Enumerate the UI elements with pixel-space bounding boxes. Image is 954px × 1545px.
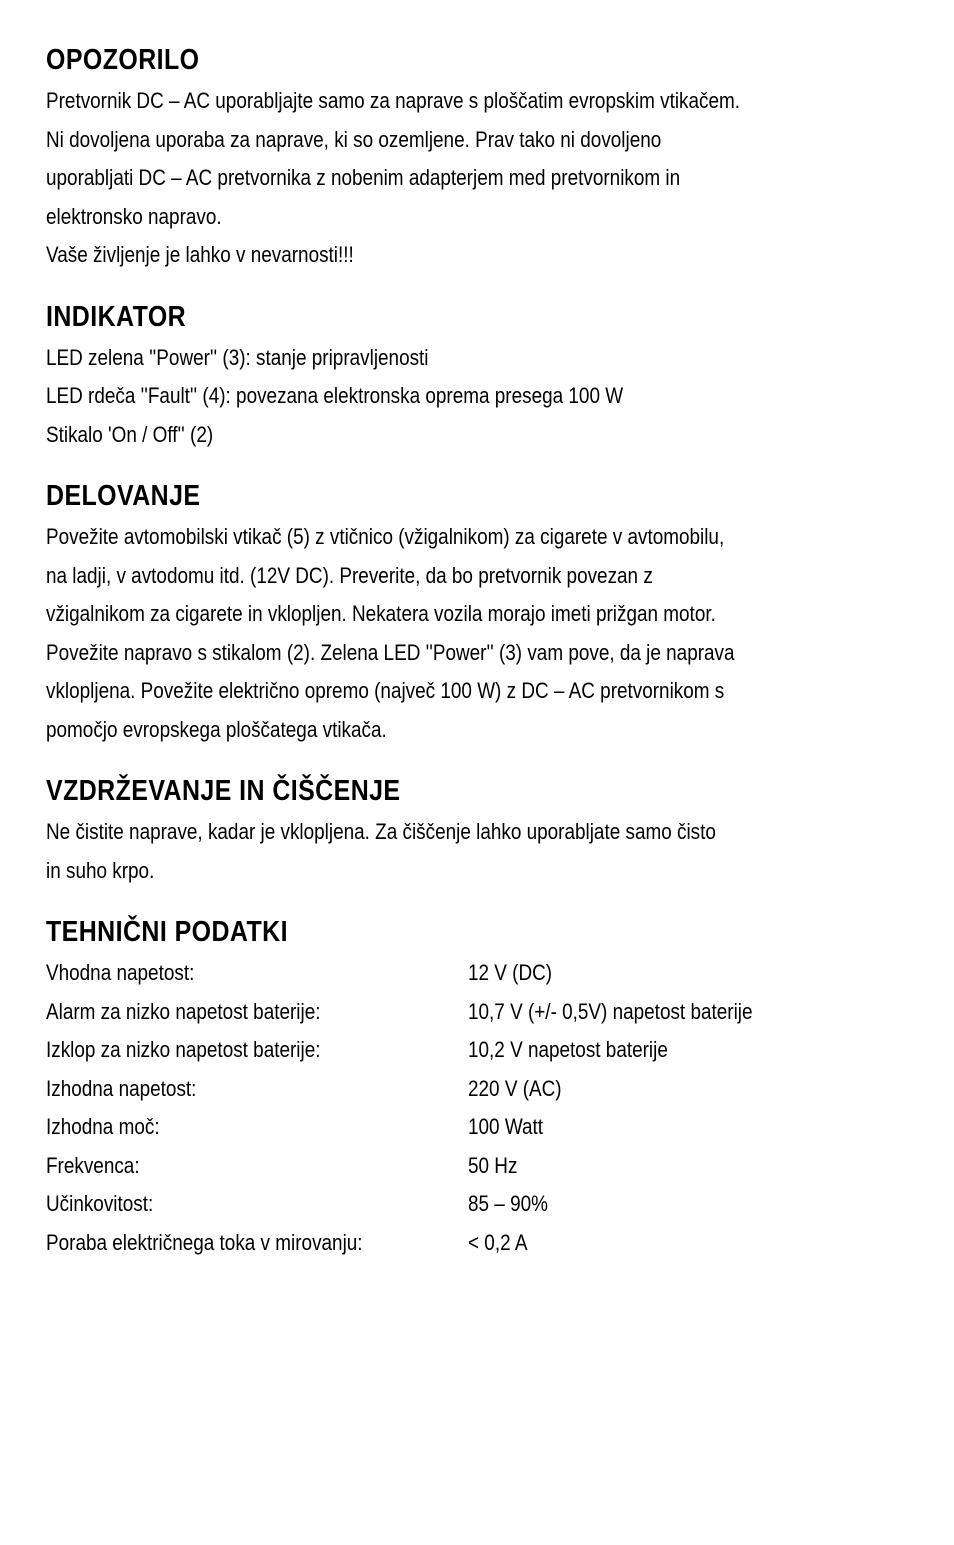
section-indikator bbox=[46, 297, 916, 455]
spec-value: 10,7 V (+/- 0,5V) napetost baterije bbox=[468, 998, 753, 1024]
body-line: LED rdeča ''Fault'' (4): povezana elektronska oprema presega 100 W bbox=[46, 383, 624, 408]
spec-label: Vhodna napetost: bbox=[46, 960, 195, 985]
body-line: Vaše življenje je lahko v nevarnosti!!! bbox=[46, 242, 354, 267]
spec-value: 220 V (AC) bbox=[468, 1075, 562, 1101]
body-line: vžigalnikom za cigarete in vklopljen. Nekatera vozila morajo imeti prižgan motor. bbox=[46, 601, 716, 626]
body-line: Ni dovoljena uporaba za naprave, ki so ozemljene. Prav tako ni dovoljeno bbox=[46, 126, 662, 152]
section-vzdrzevanje bbox=[46, 771, 916, 890]
section-delovanje bbox=[46, 476, 916, 749]
section-heading-vzdrzevanje: VZDRŽEVANJE IN ČIŠČENJE bbox=[46, 775, 401, 807]
body-line: Stikalo 'On / Off'' (2) bbox=[46, 421, 214, 447]
spec-label: Izhodna napetost: bbox=[46, 1075, 197, 1101]
body-line: na ladji, v avtodomu itd. (12V DC). Preverite, da bo pretvornik povezan z bbox=[46, 562, 653, 588]
body-line: Ne čistite naprave, kadar je vklopljena. Za čiščenje lahko uporabljate samo čisto bbox=[46, 819, 716, 844]
spec-label: Poraba električnega toka v mirovanju: bbox=[46, 1229, 363, 1255]
spec-label: Izklop za nizko napetost baterije: bbox=[46, 1037, 321, 1062]
section-heading-tehnicni-podatki: TEHNIČNI PODATKI bbox=[46, 916, 288, 948]
spec-label: Izhodna moč: bbox=[46, 1114, 160, 1139]
body-line: Pretvornik DC – AC uporabljajte samo za naprave s ploščatim evropskim vtikačem. bbox=[46, 88, 741, 113]
section-heading-opozorilo: OPOZORILO bbox=[46, 44, 200, 76]
body-line: elektronsko napravo. bbox=[46, 203, 222, 229]
spec-value: 12 V (DC) bbox=[468, 960, 553, 985]
body-line: vklopljena. Povežite električno opremo (največ 100 W) z DC – AC pretvornikom s bbox=[46, 678, 725, 703]
body-line: LED zelena ''Power'' (3): stanje pripravljenosti bbox=[46, 344, 429, 370]
spec-label: Alarm za nizko napetost baterije: bbox=[46, 998, 321, 1024]
spec-value: 85 – 90% bbox=[468, 1191, 548, 1216]
section-opozorilo bbox=[46, 40, 916, 275]
section-tehnicni-podatki bbox=[46, 912, 916, 1262]
section-heading-delovanje: DELOVANJE bbox=[46, 480, 201, 512]
spec-value: 10,2 V napetost baterije bbox=[468, 1037, 668, 1062]
spec-value: 100 Watt bbox=[468, 1114, 544, 1139]
body-line: uporabljati DC – AC pretvornika z nobenim adapterjem med pretvornikom in bbox=[46, 165, 681, 190]
specs-table bbox=[46, 954, 916, 1262]
body-line: in suho krpo. bbox=[46, 857, 155, 883]
document-page bbox=[46, 40, 916, 1284]
body-line: pomočjo evropskega ploščatega vtikača. bbox=[46, 716, 387, 742]
body-line: Povežite napravo s stikalom (2). Zelena LED ''Power'' (3) vam pove, da je naprava bbox=[46, 639, 735, 665]
spec-value: 50 Hz bbox=[468, 1152, 518, 1178]
section-heading-indikator: INDIKATOR bbox=[46, 300, 187, 333]
spec-label: Učinkovitost: bbox=[46, 1191, 154, 1216]
body-line: Povežite avtomobilski vtikač (5) z vtičnico (vžigalnikom) za cigarete v avtomobilu, bbox=[46, 524, 725, 549]
spec-label: Frekvenca: bbox=[46, 1152, 140, 1178]
spec-value: < 0,2 A bbox=[468, 1229, 528, 1255]
